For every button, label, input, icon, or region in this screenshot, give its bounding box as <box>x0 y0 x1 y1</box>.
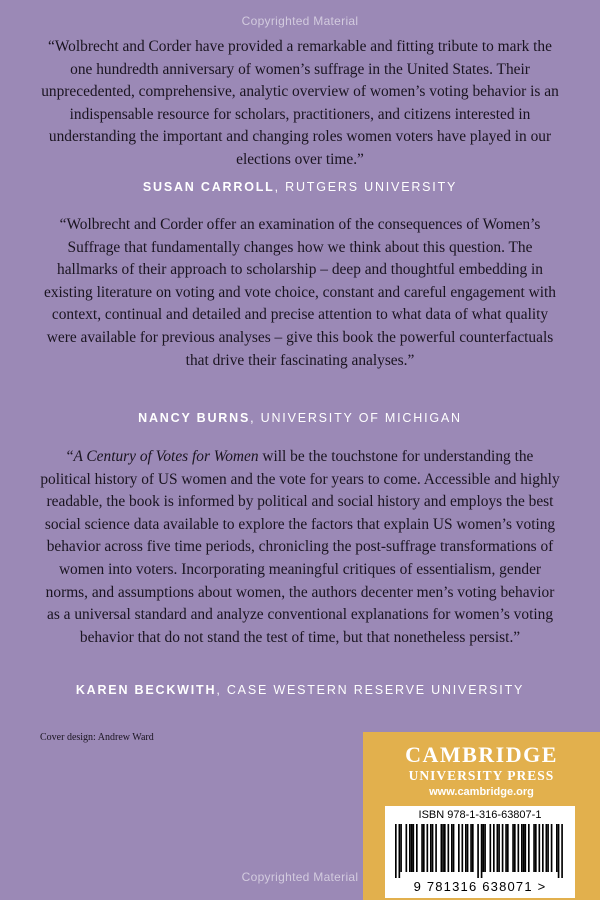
endorser-affiliation: , RUTGERS UNIVERSITY <box>274 180 458 194</box>
barcode-digits: 9 781316 638071 > <box>413 879 547 894</box>
endorser-name: SUSAN CARROLL <box>142 180 275 194</box>
endorser-name: KAREN BECKWITH <box>75 683 217 697</box>
quote-open-mark: “ <box>66 448 74 465</box>
endorsement-quote-burns: “Wolbrecht and Corder offer an examination of the consequences of Women’s Suffrage that fundamentally changes how we think about this question. The hallmarks of their approach to scholarship – deep and thoughtful embedding in existing literature on voting and vote choice, constant and careful engagement with context, continual and detailed and precise attention to what data of what quality were available for previous analyses – give this book the powerful counterfactuals that drive their fascinating analyses.” <box>44 216 556 369</box>
endorsement-quote-carroll: “Wolbrecht and Corder have provided a remarkable and fitting tribute to mark the one hundredth anniversary of women’s suffrage in the United States. Their unprecedented, comprehensive, analytic overview of women’s voting behavior is an indispensable resource for scholars, practitioners, and citizens interested in understanding the important and changing roles women voters have played in our elections over time.” <box>41 38 559 168</box>
isbn-barcode <box>385 806 575 898</box>
endorser-name: NANCY BURNS <box>138 411 251 425</box>
endorser-affiliation: , CASE WESTERN RESERVE UNIVERSITY <box>216 683 525 697</box>
endorser-affiliation: , UNIVERSITY OF MICHIGAN <box>250 411 462 425</box>
publisher-subtitle: UNIVERSITY PRESS <box>408 768 555 783</box>
book-title-italic: A Century of Votes for Women <box>73 448 259 465</box>
copyright-watermark-top: Copyrighted Material <box>241 14 359 28</box>
endorsement-attribution-beckwith <box>0 683 600 697</box>
copyright-watermark-bottom: Copyrighted Material <box>241 870 359 884</box>
endorsement-quote-beckwith <box>40 446 560 649</box>
publisher-url: www.cambridge.org <box>429 786 534 798</box>
cover-design-credit: Cover design: Andrew Ward <box>40 732 154 743</box>
quote-body: will be the touchstone for understanding the political history of US women and the vote for years to come. Accessible and highly readable, the book is informed by political and social history and employs the best social science data available to explore the factors that explain US women’s voting behavior across five time periods, chronicling the post-suffrage transformations of women into voters. Incorporating meaningful critiques of essentialism, gender norms, and assumptions about women, the authors decenter men’s voting behavior as a universal standard and analyze conventional explanations for women’s voting behavior that do not stand the test of time, but that nonetheless persist.” <box>40 448 560 646</box>
isbn-label: ISBN 978-1-316-63807-1 <box>418 809 542 821</box>
endorsement-attribution-carroll <box>0 180 600 194</box>
endorsement-attribution-burns <box>0 411 600 425</box>
publisher-name: CAMBRIDGE <box>405 742 558 767</box>
